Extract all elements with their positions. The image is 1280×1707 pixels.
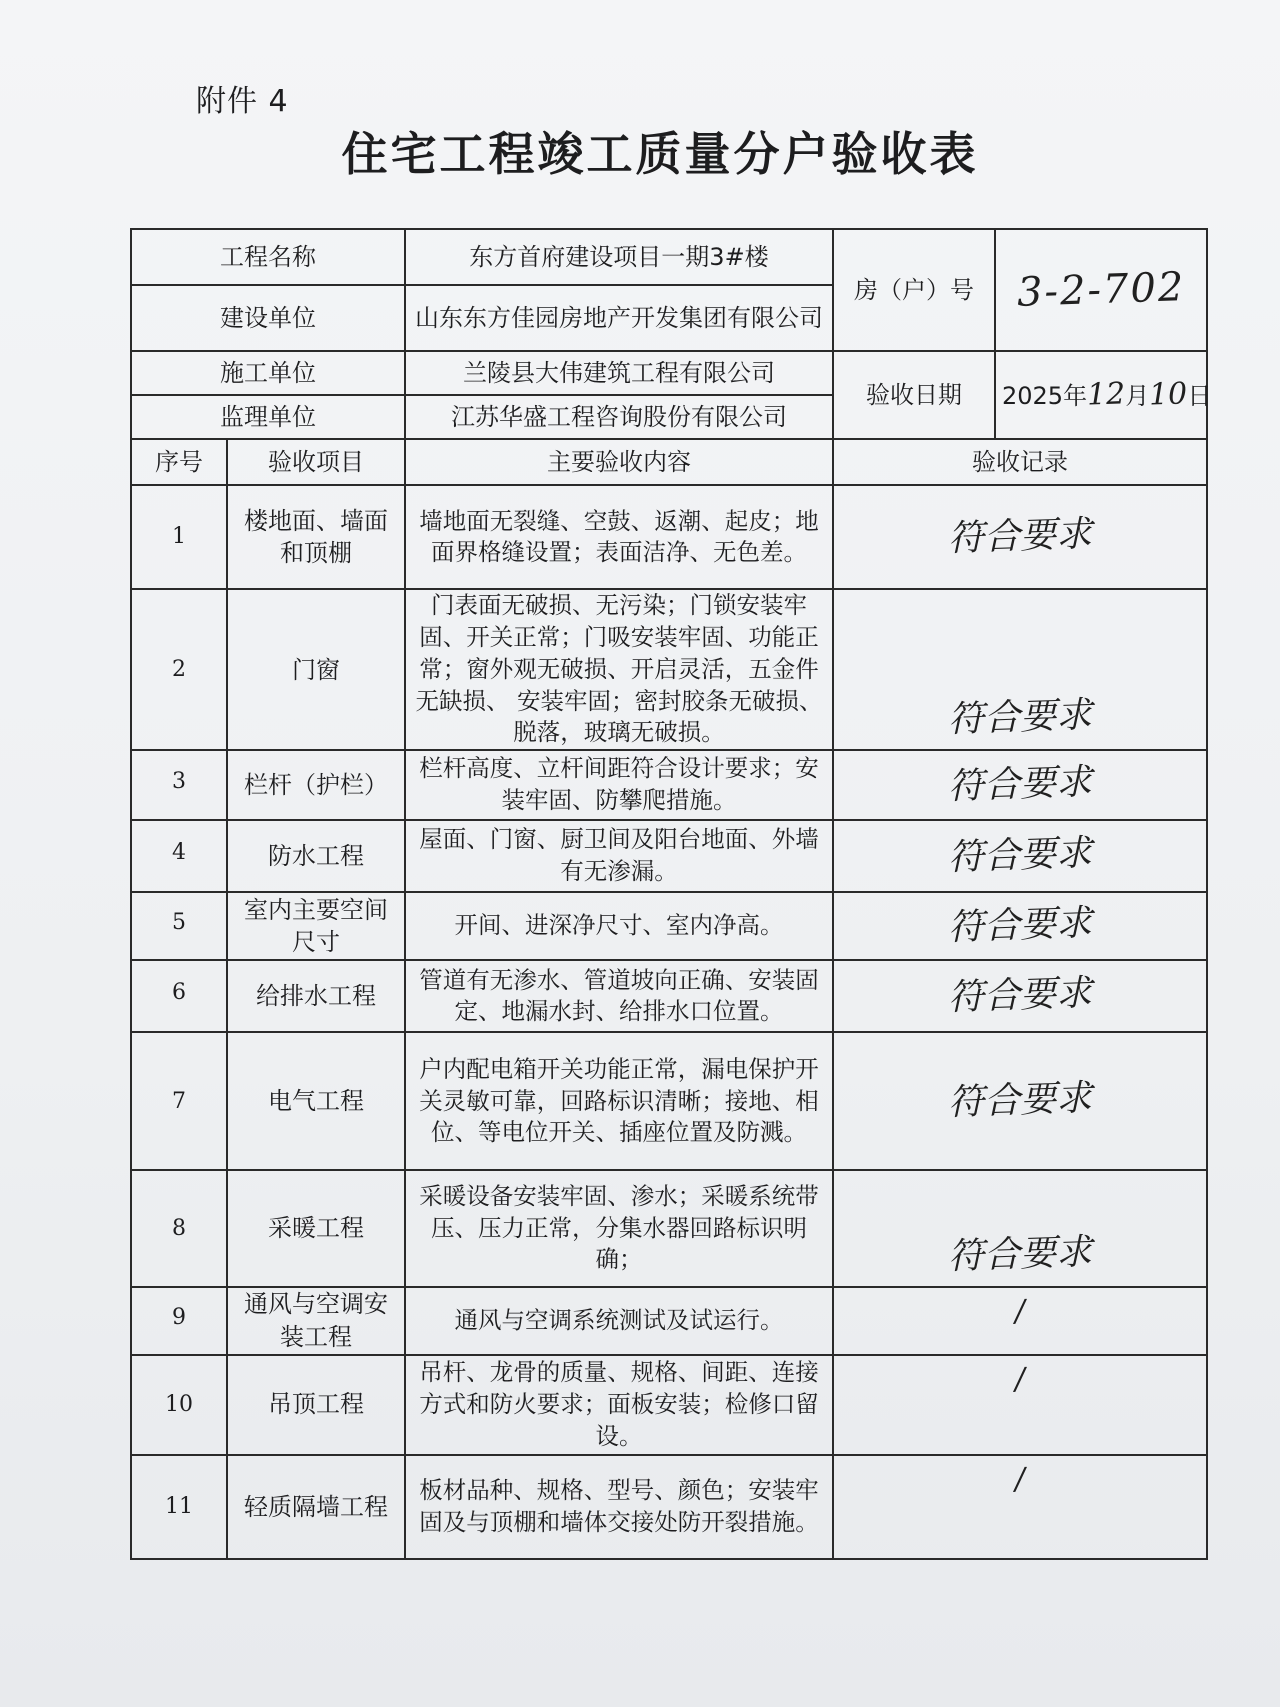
table-row <box>131 960 1207 1032</box>
room-value: 3-2-702 <box>1016 264 1186 316</box>
row-item: 室内主要空间尺寸 <box>227 892 405 960</box>
table-row <box>131 1032 1207 1170</box>
table-row <box>131 892 1207 960</box>
row-item: 给排水工程 <box>227 960 405 1032</box>
date-year: 2025年 <box>1002 381 1088 410</box>
row-content: 板材品种、规格、型号、颜色；安装牢固及与顶棚和墙体交接处防开裂措施。 <box>405 1455 833 1559</box>
row-item: 楼地面、墙面和顶棚 <box>227 485 405 589</box>
row-record-cell <box>833 1170 1207 1286</box>
row-record: 符合要求 <box>947 694 1093 741</box>
row-record: 符合要求 <box>947 972 1093 1019</box>
row-index: 5 <box>131 892 227 960</box>
row-record-cell <box>833 1455 1207 1559</box>
row-index: 9 <box>131 1287 227 1355</box>
row-index: 4 <box>131 820 227 892</box>
row-record: 符合要求 <box>947 761 1093 808</box>
row-index: 11 <box>131 1455 227 1559</box>
table-row <box>131 1287 1207 1355</box>
row-item: 采暖工程 <box>227 1170 405 1286</box>
row-record-cell <box>833 589 1207 750</box>
developer-value: 山东东方佳园房地产开发集团有限公司 <box>405 285 833 351</box>
row-content: 管道有无渗水、管道坡向正确、安装固定、地漏水封、给排水口位置。 <box>405 960 833 1032</box>
row-record: 符合要求 <box>947 513 1093 560</box>
column-header-record: 验收记录 <box>833 439 1207 485</box>
row-index: 1 <box>131 485 227 589</box>
column-header-item: 验收项目 <box>227 439 405 485</box>
row-index: 6 <box>131 960 227 1032</box>
row-content: 户内配电箱开关功能正常，漏电保护开关灵敏可靠，回路标识清晰；接地、相位、等电位开关、插座位置及防溅。 <box>405 1032 833 1170</box>
row-record-cell <box>833 485 1207 589</box>
contractor-value: 兰陵县大伟建筑工程有限公司 <box>405 351 833 395</box>
table-row <box>131 750 1207 820</box>
row-record-cell <box>833 892 1207 960</box>
table-row <box>131 1170 1207 1286</box>
row-content: 采暖设备安装牢固、渗水；采暖系统带压、压力正常，分集水器回路标识明确； <box>405 1170 833 1286</box>
supervisor-value: 江苏华盛工程咨询股份有限公司 <box>405 395 833 439</box>
row-record-cell <box>833 1032 1207 1170</box>
row-content: 开间、进深净尺寸、室内净高。 <box>405 892 833 960</box>
row-record-cell <box>833 1287 1207 1355</box>
row-content: 通风与空调系统测试及试运行。 <box>405 1287 833 1355</box>
row-content: 墙地面无裂缝、空鼓、返潮、起皮；地面界格缝设置；表面洁净、无色差。 <box>405 485 833 589</box>
date-day: 10 <box>1148 376 1189 413</box>
table-row <box>131 1355 1207 1455</box>
row-record-cell <box>833 820 1207 892</box>
column-header-index: 序号 <box>131 439 227 485</box>
row-record-cell <box>833 1355 1207 1455</box>
header-row-contractor <box>131 351 1207 395</box>
date-value <box>995 351 1212 439</box>
row-record: 符合要求 <box>947 832 1093 879</box>
page-title: 住宅工程竣工质量分户验收表 <box>341 127 979 181</box>
table-row <box>131 485 1207 589</box>
row-index: 2 <box>131 589 227 750</box>
row-content: 屋面、门窗、厨卫间及阳台地面、外墙有无渗漏。 <box>405 820 833 892</box>
date-day-unit: 日 <box>1187 381 1212 410</box>
row-item: 通风与空调安装工程 <box>227 1287 405 1355</box>
room-value-cell <box>995 229 1207 351</box>
row-content: 栏杆高度、立杆间距符合设计要求；安装牢固、防攀爬措施。 <box>405 750 833 820</box>
row-item: 吊顶工程 <box>227 1355 405 1455</box>
table-row <box>131 1455 1207 1559</box>
row-record: / <box>1014 1461 1026 1497</box>
row-item: 电气工程 <box>227 1032 405 1170</box>
table-row <box>131 820 1207 892</box>
row-record: 符合要求 <box>947 1077 1093 1124</box>
row-item: 栏杆（护栏） <box>227 750 405 820</box>
date-month-unit: 月 <box>1125 381 1150 410</box>
contractor-label: 施工单位 <box>131 351 405 395</box>
row-item: 轻质隔墙工程 <box>227 1455 405 1559</box>
row-record: 符合要求 <box>947 1231 1093 1278</box>
developer-label: 建设单位 <box>131 285 405 351</box>
table-row <box>131 589 1207 750</box>
row-item: 门窗 <box>227 589 405 750</box>
row-record: / <box>1014 1361 1026 1397</box>
date-month: 12 <box>1086 376 1126 413</box>
attachment-label: 附件 4 <box>196 84 289 119</box>
acceptance-table <box>130 228 1212 1560</box>
supervisor-label: 监理单位 <box>131 395 405 439</box>
row-record-cell <box>833 750 1207 820</box>
project-name-label: 工程名称 <box>131 229 405 285</box>
row-record: 符合要求 <box>947 902 1093 949</box>
column-header-content: 主要验收内容 <box>405 439 833 485</box>
row-item: 防水工程 <box>227 820 405 892</box>
column-header-row <box>131 439 1207 485</box>
header-row-project <box>131 229 1207 285</box>
row-record-cell <box>833 960 1207 1032</box>
row-index: 3 <box>131 750 227 820</box>
row-index: 7 <box>131 1032 227 1170</box>
row-content: 门表面无破损、无污染；门锁安装牢固、开关正常；门吸安装牢固、功能正常；窗外观无破损、开启灵活，五金件无缺损、 安装牢固；密封胶条无破损、脱落，玻璃无破损。 <box>405 589 833 750</box>
row-index: 10 <box>131 1355 227 1455</box>
date-label: 验收日期 <box>833 351 995 439</box>
project-name-value: 东方首府建设项目一期3#楼 <box>405 229 833 285</box>
row-record: / <box>1014 1293 1026 1329</box>
row-index: 8 <box>131 1170 227 1286</box>
room-label: 房（户）号 <box>833 229 995 351</box>
row-content: 吊杆、龙骨的质量、规格、间距、连接方式和防火要求；面板安装；检修口留设。 <box>405 1355 833 1455</box>
